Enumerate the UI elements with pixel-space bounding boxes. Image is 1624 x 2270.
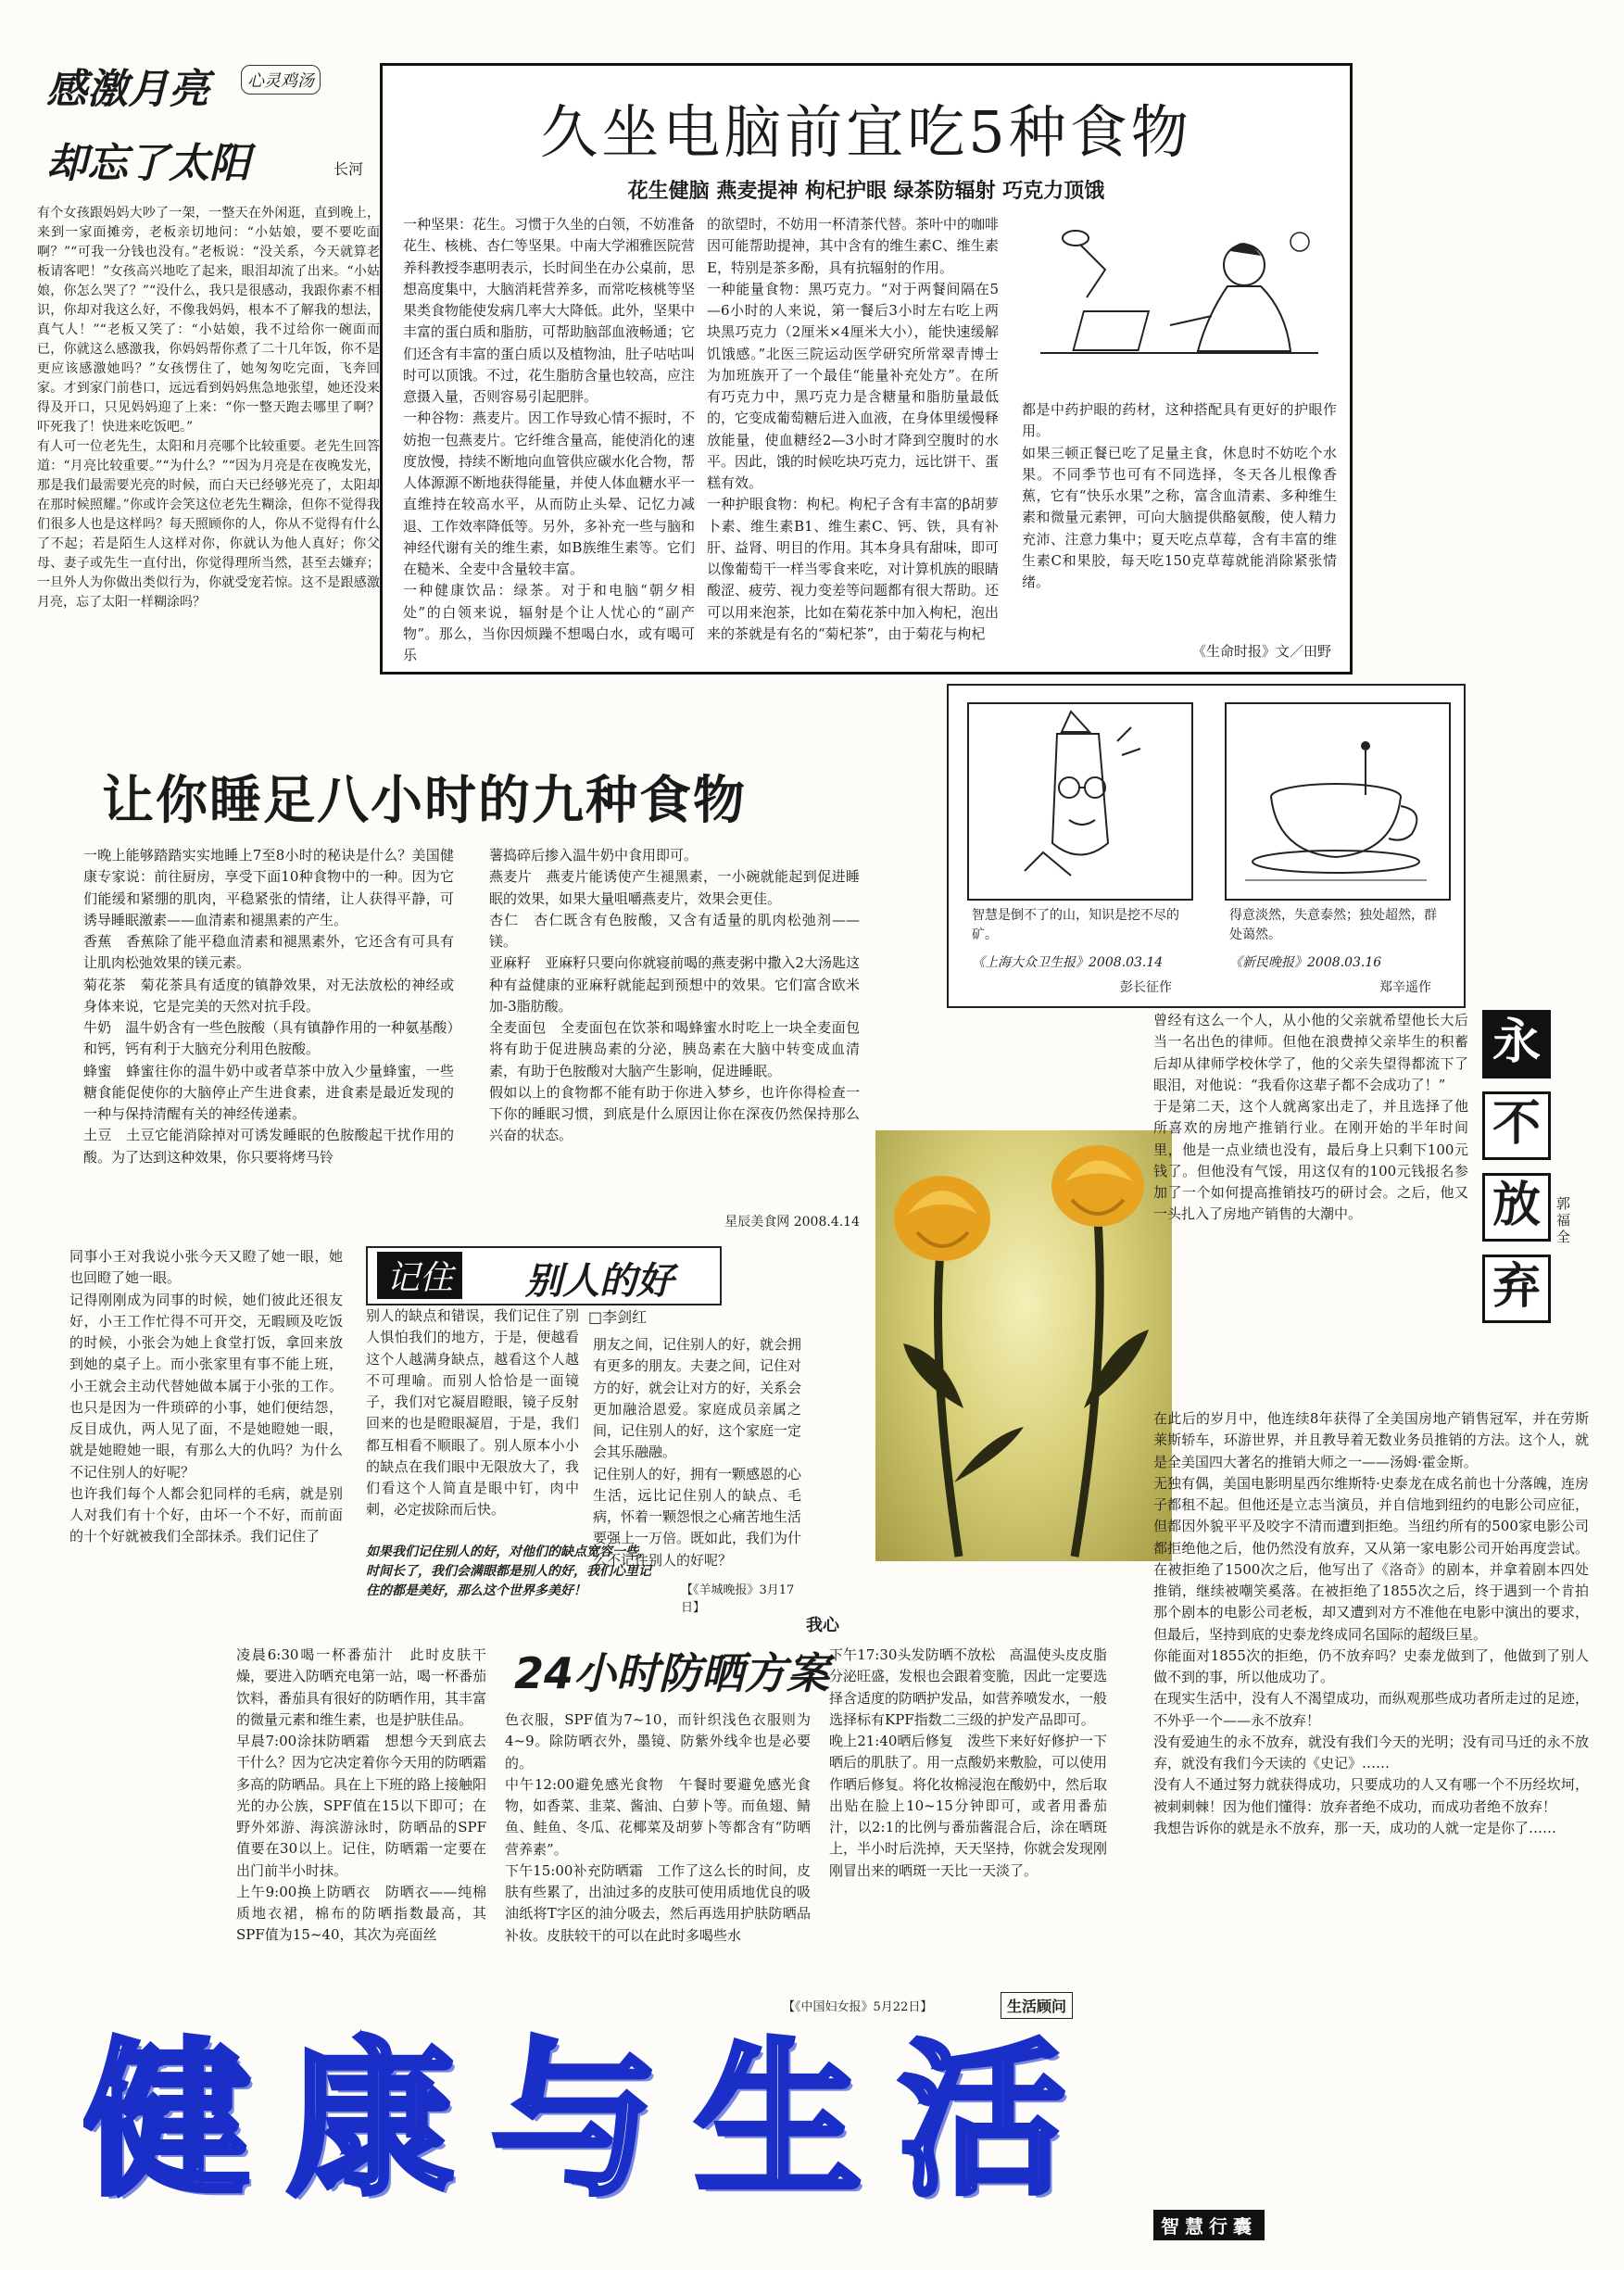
article-remember-col-mid: 别人的缺点和错误，我们记住了别人惧怕我们的地方，于是，便越看这个人越满身缺点，越看这个人越不可理喻。而别人恰恰是一面镜子，我们对它凝眉瞪眼，镜子反射回来的也是瞪眼凝眉，于是，我们都互相看不顺眼了。别人原本小小的缺点在我们眼中无限放大了，我们看这个人简直是眼中钉，肉中刺，必定拔除而后快。 (366, 1307, 579, 1519)
never-char-3: 放 (1482, 1173, 1551, 1242)
pencil-head-icon (969, 704, 1188, 895)
cartoons-box (947, 684, 1466, 1008)
article-moon-body: 有个女孩跟妈妈大吵了一架，一整天在外闲逛，直到晚上，来到一家面摊旁，老板亲切地问：“小姑娘，要不要吃面啊？”“可我一分钱也没有。”老板说：“没关系，今天就算老板请客吧！”女孩高兴地吃了起来，眼泪却流了出来。“小姑娘，你怎么哭了？”“没什么，我只是很感动，我跟你素不相识，你却对我这么好，不像我妈妈，根本不了解我的想法，真气人！”“老板又笑了：“小姑娘，我不过给你一碗面而已，你就这么感激我，你妈妈帮你煮了二十几年饭，你不是更应该感激她吗？”女孩愣住了，她匆匆吃完面，飞奔回家。才到家门前巷口，远远看到妈妈焦急地张望，她还没来得及开口，只见妈妈迎了上来：“你一整天跑去哪里了啊？吓死我了！快进来吃饭吧。” 有人可一位老先生，太阳和月亮哪个比较重要。老先生回答道：“月亮比较重要。”“为什么？”“因为月亮是在夜晚发光，那是我们最需要光亮的时候，而白天已经够光亮了，太阳却在那时候照耀。”你或许会笑这位老先生糊涂，但你不觉得我们很多人也是这样吗？每天照顾你的人，你从不觉得有什么了不起；若是陌生人这样对你，你就认为他人真好；你父母、妻子或先生一直付出，你觉得理所当然，甚至去嫌弃；一旦外人为你做出类似行为，你就受宠若惊。这不是跟感激月亮，忘了太阳一样糊涂吗？ (37, 206, 380, 610)
article-never-tag: 智慧行囊 (1153, 2210, 1265, 2240)
article-sleep-food (83, 760, 926, 1242)
article-never-author: 郭福全 (1556, 1195, 1571, 1245)
article-sleep-source: 星辰美食网 2008.4.14 (724, 1215, 860, 1230)
article-remember-col-right: 朋友之间，记住别人的好，就会拥有更多的朋友。夫妻之间，记住对方的好，就会让对方的好，关系会更加融洽恩爱。家庭成员亲属之间，记住别人的好，这个家庭一定会其乐融融。 记住别人的好，拥有一颗感恩的心生活，远比记住别人的缺点、毛病，怀着一颗怨恨之心痛苦地生活要强上一万倍。既如此，我们为什么不记住别人的好呢？ (593, 1336, 802, 1569)
article-remember-author: □李剑红 (588, 1308, 648, 1326)
article-moon-author: 长河 (334, 160, 364, 178)
article-sleep-col-a: 一晚上能够踏踏实实地睡上7至8小时的秘诀是什么？美国健康专家说：前往厨房，享受下面10种食物中的一种。因为它们能缓和紧绷的肌肉，平稳紧张的情绪，让人获得平静，可诱导睡眠激素——血清素和褪黑素的产生。 香蕉 香蕉除了能平稳血清素和褪黑素外，它还含有可具有让肌肉松弛效果的镁元素。 菊花茶 菊花茶具有适度的镇静效果，对无法放松的神经或身体来说，它是完美的天然对抗手段。 牛奶 温牛奶含有一些色胺酸（具有镇静作用的一种氨基酸）和钙，钙有利于大脑充分利用色胺酸。 蜂蜜 蜂蜜往你的温牛奶中或者草茶中放入少量蜂蜜，一些糖食能促使你的大脑停止产生进食素，进食素是最近发现的一种与保持清醒有关的神经传递素。 土豆 土豆它能消除掉对可诱发睡眠的色胺酸起干扰作用的酸。为了达到这种效果，你只要将烤马铃 (83, 847, 454, 1166)
article-never-vertical-title (1482, 1010, 1566, 1336)
article-moon-tag: 心灵鸡汤 (241, 65, 321, 95)
article-computer-food (380, 63, 1353, 675)
article-computer-title: 久坐电脑前宜吃5种食物 (540, 98, 1192, 166)
article-remember-col-left: 同事小王对我说小张今天又瞪了她一眼，她也回瞪了她一眼。 记得刚刚成为同事的时候，她们彼此还很友好，小王工作忙得不可开交，无暇顾及吃饭的时候，小张会为她上食堂打饭，拿回来放到她的桌子上。而小张家里有事不能上班，小王就会主动代替她做本属于小张的工作。也只是因为一件琐碎的小事，她们便结怨，反目成仇，两人见了面，不是她瞪她一眼，就是她瞪她一眼，有那么大的仇吗？为什么不记住别人的好呢？ 也许我们每个人都会犯同样的毛病，就是别人对我们有十个好，由坏一个不好，而前面的十个好就被我们全部抹杀。我们记住了 (69, 1248, 343, 1545)
article-computer-col-a: 一种坚果：花生。习惯于久坐的白领，不妨准备花生、核桃、杏仁等坚果。中南大学湘雅医院营养科教授李惠明表示，长时间坐在办公桌前，思想高度集中，大脑消耗营养多，而常吃核桃等坚果类食物能使发病几率大大降低。此外，坚果中丰富的蛋白质和脂肪，可帮助脑部血液畅通；它们还含有丰富的蛋白质以及植物油，肚子咕咕叫时可以顶饿。不过，花生脂肪含量也较高，应注意摄入量，否则容易引起肥胖。 一种谷物：燕麦片。因工作导致心情不振时，不妨抱一包燕麦片。它纤维含量高，能使消化的速度放慢，持续不断地向血管供应碳水化合物，帮人体源源不断地获得能量，并使人体血糖水平一直维持在较高水平，从而防止头晕、记忆力减退、工作效率降低等。另外，多补充一些与脑和神经代谢有关的维生素，如B族维生素等。它们在糙米、全麦中含量较丰富。 一种健康饮品：绿茶。对于和电脑“朝夕相处”的白领来说，辐射是个让人忧心的“副产物”。那么，当你因烦躁不想喝白水，或有喝可乐 (403, 216, 696, 663)
article-remember-title-a: 记住 (377, 1252, 462, 1299)
cartoon-1-author: 彭长征作 (1120, 980, 1172, 995)
article-sleep-col-b: 薯捣碎后掺入温牛奶中食用即可。 燕麦片 燕麦片能诱使产生褪黑素，一小碗就能起到促进睡眠的效果，如果大量咀嚼燕麦片，效果会更佳。 杏仁 杏仁既含有色胺酸，又含有适量的肌肉松弛剂——镁。 亚麻籽 亚麻籽只要向你就寝前喝的燕麦粥中撒入2大汤匙这种有益健康的亚麻籽就能起到预想中的效果。它们富含欧米加-3脂肪酸。 全麦面包 全麦面包在饮茶和喝蜂蜜水时吃上一块全麦面包将有助于促进胰岛素的分泌，胰岛素在大脑中转变成血清素，有助于色胺酸对大脑产生影响，促进睡眠。 假如以上的食物都不能有助于你进入梦乡，也许你得检查一下你的睡眠习惯，到底是什么原因让你在深夜仍然保持那么兴奋的状态。 (489, 847, 860, 1144)
article-moon (37, 37, 384, 732)
article-moon-title-2: 却忘了太阳 (46, 140, 250, 187)
never-char-4: 弃 (1482, 1255, 1551, 1323)
article-moon-title-1: 感激月亮 (46, 66, 209, 113)
teacup-icon (1227, 704, 1445, 895)
article-remember-tag: 我心 (806, 1616, 839, 1635)
never-char-1: 永 (1482, 1010, 1551, 1078)
cartoon-2-author: 郑辛遥作 (1379, 980, 1431, 995)
computer-illustration (1022, 214, 1337, 390)
article-computer-source: 《生命时报》文／田野 (1191, 643, 1331, 660)
article-computer-subtitle: 花生健脑 燕麦提神 枸杞护眼 绿茶防辐射 巧克力顶饿 (627, 180, 1105, 203)
article-sun-protection (236, 1640, 1126, 2038)
article-remember-title-b: 别人的好 (525, 1260, 674, 1303)
cartoon-1-source: 《上海大众卫生报》2008.03.14 (972, 955, 1164, 970)
article-remember-title-box (366, 1246, 722, 1305)
article-never-text-bottom: 在此后的岁月中，他连续8年获得了全美国房地产销售冠军，并在劳斯莱斯轿车，环游世界，并且教导着无数业务员推销的方法。这个人，就是全美国四大著名的推销大师之一——汤姆·霍金斯。 无独有偶，美国电影明星西尔维斯特·史泰龙在成名前也十分落魄，连房子都租不起。但他还是立志当演员，并自信地到纽约的电影公司应征，但都因外貌平平及咬字不清而遭到拒绝。当纽约所有的500家电影公司都拒绝他之后，他仍然没有放弃，又从第一家电影公司开始再度尝试。在被拒绝了1500次之后，他写出了《洛奇》的剧本，并拿着剧本四处推销，继续被嘲笑奚落。在被拒绝了1855次之后，终于遇到一个肯拍那个剧本的电影公司老板，却又遭到对方不准他在电影中演出的要求，但最后，坚持到底的史泰龙终成同名国际的超级巨星。 你能面对1855次的拒绝，仍不放弃吗？史泰龙做到了，他做到了别人做不到的事，所以他成功了。 在现实生活中，没有人不渴望成功，而纵观那些成功者所走过的足迹，不外乎一个——永不放弃！ 没有爱迪生的永不放弃，就没有我们今天的光明；没有司马迁的永不放弃，就没有我们今天读的《史记》…… 没有人不通过努力就获得成功，只要成功的人又有哪一个不历经坎坷，被刺刺棘！因为他们懂得：放弃者绝不成功，而成功者绝不放弃！ 我想告诉你的就是永不放弃，那一天，成功的人就一定是你了…… (1153, 1410, 1589, 1836)
article-sun-col-a: 凌晨6:30喝一杯番茄汁 此时皮肤干燥，要进入防晒充电第一站，喝一杯番茄饮料，番茄具有很好的防晒作用，其丰富的微量元素和维生素，也是护肤佳品。 早晨7:00涂抹防晒霜 想想今天到底去干什么？因为它决定着你今天用的防晒霜多高的防晒品。具在上下班的路上接触阳光的办公族，SPF值在15以下即可；在野外郊游、海滨游泳时，防晒品的SPF值要在30以上。记住，防晒霜一定要在出门前半小时抹。 上午9:00换上防晒衣 防晒衣——纯棉质地衣裙，棉布的防晒指数最高，其SPF值为15~40，其次为亮面丝 (236, 1646, 487, 1944)
cartoon-2 (1225, 702, 1451, 901)
article-remember-source: 【《羊城晚报》3月17日】 (681, 1583, 795, 1615)
article-sun-source: 【《中国妇女报》5月22日】 (783, 2000, 933, 2014)
never-char-2: 不 (1482, 1091, 1551, 1160)
article-sleep-title: 让你睡足八小时的九种食物 (102, 771, 747, 831)
article-computer-col-b: 的欲望时，不妨用一杯清茶代替。茶叶中的咖啡因可能帮助提神，其中含有的维生素C、维生素E，特别是茶多酚，具有抗辐射的作用。 一种能量食物：黑巧克力。“对于两餐间隔在5—6小时的人来说，第一餐后3小时左右吃上两块黑巧克力（2厘米×4厘米大小），能快速缓解饥饿感。”北医三院运动医学研究所常翠青博士为加班族开了一个最佳“能量补充处方”。在所有巧克力中，黑巧克力是含糖量和脂肪量最低的，它变成葡萄糖后进入血液，在身体里缓慢释放能量，使血糖经2—3小时才降到空腹时的水平。因此，饿的时候吃块巧克力，远比饼干、蛋糕有效。 一种护眼食物：枸杞。枸杞子含有丰富的β胡萝卜素、维生素B1、维生素C、钙、铁，具有补肝、益肾、明目的作用。其本身具有甜味，即可以像葡萄干一样当零食来吃，对计算机族的眼睛酸涩、疲劳、视力变差等问题都有很大帮助。还可以用来泡茶，比如在菊花茶中加入枸杞，泡出来的茶就是有名的“菊杞茶”，由于菊花与枸杞 (707, 216, 1000, 642)
article-never-text-top: 曾经有这么一个人，从小他的父亲就希望他长大后当一名出色的律师。但他在浪费掉父亲毕生的积蓄后却从律师学校休学了，他的父亲失望得都流下了眼泪，对他说：“我看你这辈子都不会成功了！” 于是第二天，这个人就离家出走了，并且选择了他所喜欢的房地产推销行业。在刚开始的半年时间里，他是一点业绩也没有，最后身上只剩下100元钱了。但他没有气馁，用这仅有的100元钱报名参加了一个如何提高推销技巧的研讨会。之后，他又一头扎入了房地产销售的大潮中。 (1153, 1012, 1468, 1223)
article-remember-quote: 如果我们记住别人的好，对他们的缺点宽容一些，时间长了，我们会满眼都是别人的好，我们心里记住的都是美好，那么这个世界多美好！ (366, 1545, 651, 1598)
cartoon-2-source: 《新民晚报》2008.03.16 (1229, 955, 1382, 970)
article-sun-tag: 生活顾问 (1001, 1992, 1073, 2019)
article-sun-col-b: 色衣服，SPF值为7~10，而针织浅色衣服则为4~9。除防晒衣外，墨镜、防紫外线伞也是必要的。 中午12:00避免感光食物 午餐时要避免感光食物，如香菜、韭菜、酱油、白萝卜等。而鱼翅、鲭鱼、鲑鱼、冬瓜、花椰菜及胡萝卜等都含有“防晒营养素”。 下午15:00补充防晒霜 工作了这么长的时间，皮肤有些累了，出油过多的皮肤可使用质地优良的吸油纸将T字区的油分吸去，然后再选用护肤防晒品补妆。皮肤较干的可以在此时多喝些水 (505, 1711, 812, 1944)
woman-at-laptop-icon (1022, 214, 1337, 390)
article-never-give-up (1149, 1010, 1603, 2251)
article-sun-title: 24小时防晒方案 (513, 1648, 829, 1698)
cartoon-1 (967, 702, 1193, 901)
article-remember (69, 1246, 875, 1645)
article-computer-col-c: 都是中药护眼的药材，这种搭配具有更好的护眼作用。 如果三顿正餐已吃了足量主食，休息时不妨吃个水果。不同季节也可有不同选择，冬天各儿根像香蕉，它有“快乐水果”之称，富含血清素、多种维生素和微量元素钾，可向大脑提供酪氨酸，使人精力充沛、注意力集中；夏天吃点草莓，含有丰富的维生素C和果胶，每天吃150克草莓就能消除紧张情绪。 (1022, 401, 1337, 590)
article-sun-col-c: 下午17:30头发防晒不放松 高温使头皮皮脂分泌旺盛，发根也会跟着变脆，因此一定要选择含适度的防晒护发品，如营养喷发水，一般选择标有KPF指数二三级的护发产品即可。 晚上21:40晒后修复 泼些下来好好修护一下晒后的肌肤了。用一点酸奶来敷脸，可以使用作晒后修复。将化妆棉浸泡在酸奶中，然后取出贴在脸上10~15分钟即可，或者用番茄汁，以2:1的比例与番茄酱混合后，涂在晒斑上，半小时后洗掉，天天坚持，你就会发现刚刚冒出来的晒斑一天比一天淡了。 (829, 1646, 1108, 1879)
cartoon-1-caption: 智慧是倒不了的山，知识是挖不尽的矿。 (972, 908, 1179, 942)
section-title: 健康与生活 (83, 2029, 1102, 2214)
cartoon-2-caption: 得意淡然，失意泰然；独处超然，群处蔼然。 (1229, 908, 1437, 942)
yellow-roses-image (875, 1130, 1172, 1561)
rose-photo (875, 1130, 1172, 1561)
